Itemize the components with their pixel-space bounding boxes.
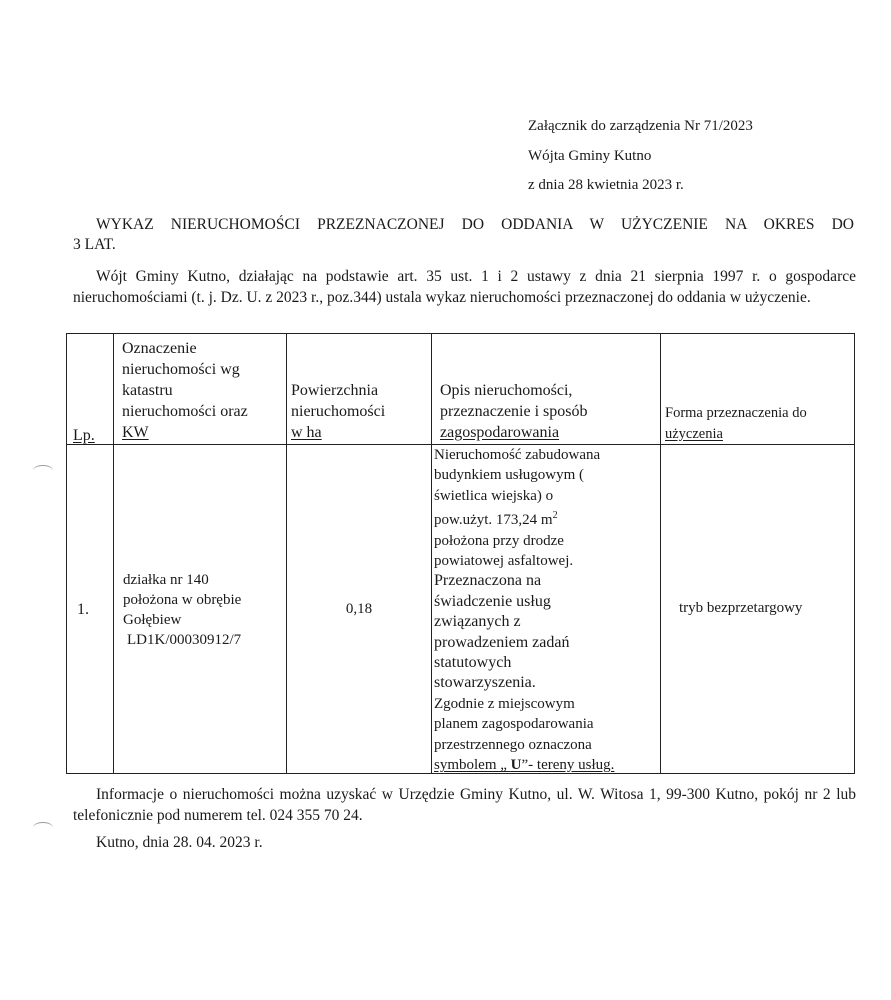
column-divider — [660, 334, 661, 773]
header-designation: Oznaczenie nieruchomości wg katastru nieruchomości oraz KW — [122, 340, 248, 441]
place-date: Kutno, dnia 28. 04. 2023 r. — [96, 834, 263, 851]
property-table — [66, 333, 855, 774]
row-form: tryb bezprzetargowy — [679, 600, 803, 616]
punch-mark — [33, 822, 53, 833]
annex-reference: Załącznik do zarządzenia Nr 71/2023 — [528, 118, 753, 134]
row-description: Nieruchomość zabudowana budynkiem usługowym ( świetlica wiejska) o pow.użyt. 173,24 $m^2$ położona przy drodze powiatowej asfaltowej. Przeznaczona na świadczenie usług związanych z prowadzeniem zadań statutowych stowarzyszenia. Zgodnie z miejscowym planem zagospodarowania przestrzennego oznaczona symbolem „ U”- tereny usług. — [434, 447, 615, 774]
contact-info: Informacje o nieruchomości można uzyskać w Urzędzie Gminy Kutno, ul. W. Witosa 1, 99-300 Kutno, pokój nr 2 lub telefonicznie pod numerem tel. 024 355 70 24. — [73, 786, 856, 824]
header-lp: Lp. — [73, 427, 95, 444]
row-lp: 1. — [77, 601, 89, 618]
document-title: WYKAZ NIERUCHOMOŚCI PRZEZNACZONEJ DO ODDANIA W UŻYCZENIE NA OKRES DO — [96, 216, 854, 233]
column-divider — [113, 334, 114, 773]
row-designation: działka nr 140 położona w obrębie Gołębiew LD1K/00030912/7 — [123, 572, 242, 648]
annex-date: z dnia 28 kwietnia 2023 r. — [528, 177, 684, 193]
punch-mark — [33, 465, 53, 476]
header-area: Powierzchnia nieruchomości w ha — [291, 382, 386, 441]
column-divider — [431, 334, 432, 773]
header-description: Opis nieruchomości, przeznaczenie i sposób zagospodarowania — [440, 382, 588, 441]
row-area: 0,18 — [345, 601, 373, 617]
intro-paragraph: Wójt Gminy Kutno, działając na podstawie art. 35 ust. 1 i 2 ustawy z dnia 21 sierpnia 1997 r. o gospodarce nieruchomościami (t. j. Dz. U. z 2023 r., poz.344) ustala wykaz nieruchomości przeznaczonej do oddania w użyczenie. — [73, 268, 856, 306]
issuer: Wójta Gminy Kutno — [528, 148, 652, 164]
column-divider — [286, 334, 287, 773]
document-title-continued: 3 LAT. — [73, 236, 116, 253]
header-form: Forma przeznaczenia do użyczenia — [665, 405, 807, 442]
